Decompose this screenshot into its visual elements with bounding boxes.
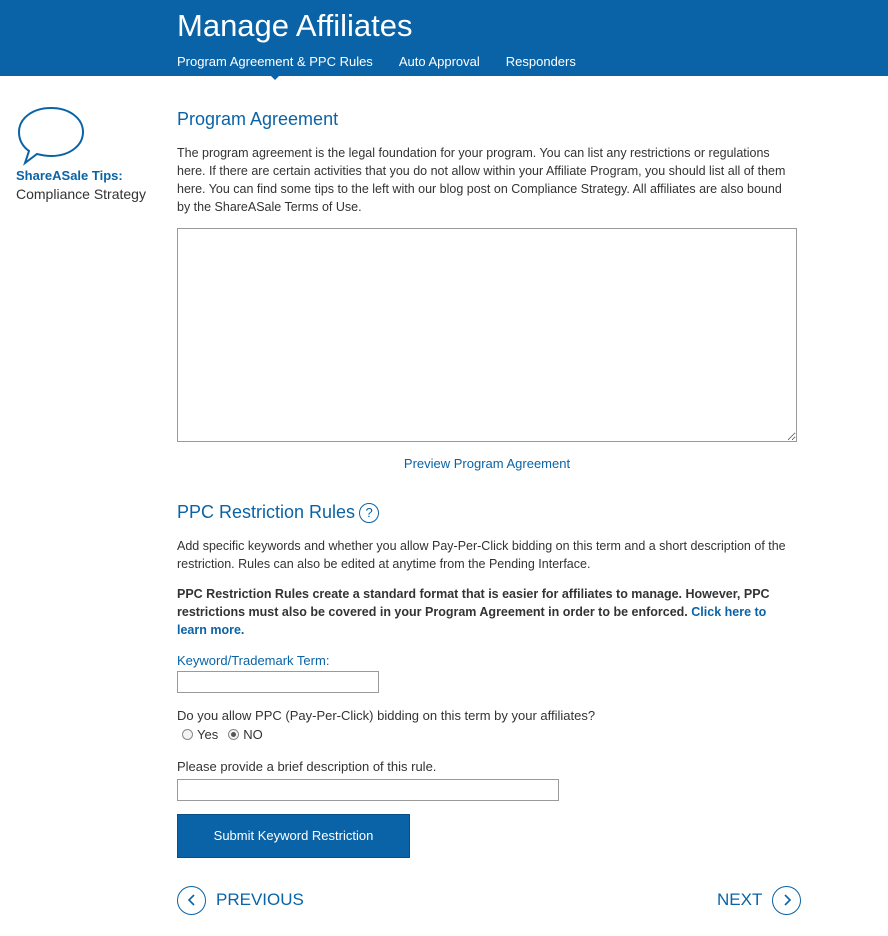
radio-yes-label[interactable]: Yes xyxy=(197,727,219,742)
keyword-input[interactable] xyxy=(177,671,379,693)
previous-button[interactable] xyxy=(177,884,304,916)
tab-bar xyxy=(177,53,602,71)
help-icon[interactable]: ? xyxy=(359,503,379,523)
tab-program-agreement[interactable]: Program Agreement & PPC Rules xyxy=(177,54,373,69)
speech-bubble-icon xyxy=(16,106,86,166)
page-header xyxy=(0,0,888,76)
compliance-strategy-link[interactable]: Compliance Strategy xyxy=(16,186,146,202)
next-label: NEXT xyxy=(717,890,763,909)
ppc-notice xyxy=(177,585,797,639)
learn-more-link[interactable]: Click here to learn more. xyxy=(177,605,767,637)
radio-no-label[interactable]: NO xyxy=(243,727,263,742)
program-agreement-description: The program agreement is the legal foundation for your program. You can list any restrictions or regulations here. If there are certain activities that you do not allow within your Affiliate Program, you should list all of them here. You can find some tips to the left with our blog post on Compliance Strategy. All affiliates are also bound by the ShareASale Terms of Use. xyxy=(177,146,786,214)
tab-auto-approval[interactable]: Auto Approval xyxy=(398,54,480,69)
preview-agreement-link[interactable]: Preview Program Agreement xyxy=(403,456,571,471)
previous-label: PREVIOUS xyxy=(216,890,304,909)
ppc-notice-text: PPC Restriction Rules create a standard format that is easier for affiliates to manage. However, PPC restrictions must also be covered in your Program Agreement in order to be enforced. xyxy=(177,587,770,619)
chevron-right-icon xyxy=(772,886,801,915)
ppc-heading: PPC Restriction Rules xyxy=(177,502,356,522)
submit-keyword-button[interactable]: Submit Keyword Restriction xyxy=(177,814,410,858)
radio-no[interactable] xyxy=(228,729,239,740)
tab-responders[interactable]: Responders xyxy=(505,54,576,69)
rule-description-label: Please provide a brief description of this rule. xyxy=(177,759,437,774)
bidding-options xyxy=(182,727,273,742)
ppc-heading-row xyxy=(177,500,379,524)
tip-title: ShareASale Tips: xyxy=(16,168,123,183)
bidding-question: Do you allow PPC (Pay-Per-Click) bidding on this term by your affiliates? xyxy=(177,708,596,723)
page-title: Manage Affiliates xyxy=(177,8,413,43)
rule-description-input[interactable] xyxy=(177,779,559,801)
radio-yes[interactable] xyxy=(182,729,193,740)
sharesale-tips xyxy=(16,106,166,202)
program-agreement-textarea[interactable] xyxy=(177,228,797,442)
next-button[interactable] xyxy=(717,884,801,916)
program-agreement-heading: Program Agreement xyxy=(177,109,339,129)
ppc-description: Add specific keywords and whether you allow Pay-Per-Click bidding on this term and a short description of the restriction. Rules can also be edited at anytime from the Pending Interface. xyxy=(177,539,786,571)
keyword-label: Keyword/Trademark Term: xyxy=(177,653,330,668)
chevron-left-icon xyxy=(177,886,206,915)
